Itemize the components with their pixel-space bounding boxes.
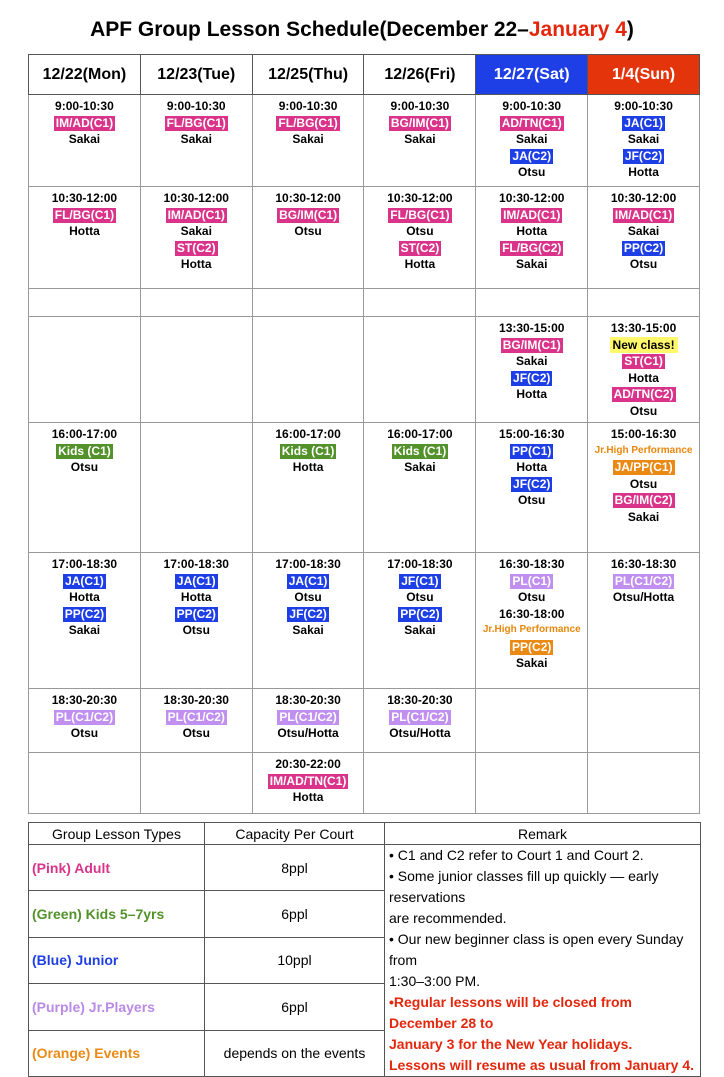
- teacher-name: Sakai: [68, 623, 101, 637]
- remark-line: • C1 and C2 refer to Court 1 and Court 2.: [389, 847, 644, 863]
- schedule-cell: [252, 95, 364, 187]
- lesson-time: 13:30-15:00: [610, 321, 677, 335]
- teacher-name: Otsu: [70, 460, 99, 474]
- teacher-name: Sakai: [68, 132, 101, 146]
- remark-line: • Some junior classes fill up quickly — early reservations: [389, 868, 659, 905]
- lesson-class-badge: JA(C1): [65, 573, 104, 588]
- legend-remarks: [385, 845, 701, 1077]
- schedule-cell: [476, 753, 588, 814]
- schedule-cell: [29, 423, 141, 553]
- lesson-class-badge: JA/PP(C1): [614, 460, 673, 474]
- lesson-time: 18:30-20:30: [387, 693, 453, 707]
- schedule-cell: [364, 553, 476, 689]
- schedule-row: [29, 317, 700, 423]
- teacher-name: Otsu/Hotta: [389, 726, 451, 740]
- lesson-class-badge: FL/BG(C1): [166, 115, 226, 130]
- schedule-cell: [252, 553, 364, 689]
- teacher-name: Otsu: [518, 165, 546, 179]
- schedule-cell: [476, 689, 588, 753]
- teacher-name: Hotta: [628, 165, 659, 179]
- legend-capacity-events: depends on the events: [205, 1030, 385, 1076]
- schedule-cell: [364, 423, 476, 553]
- schedule-cell: [140, 689, 252, 753]
- schedule-cell: [140, 753, 252, 814]
- legend-type-events: (Orange) Events: [29, 1030, 205, 1076]
- teacher-name: Otsu: [518, 493, 546, 507]
- teacher-name: Hotta: [516, 387, 548, 401]
- schedule-cell: [364, 317, 476, 423]
- lesson-class-badge: IM/AD(C1): [503, 207, 561, 222]
- schedule-row: [29, 689, 700, 753]
- lesson-time: 16:00-17:00: [275, 427, 341, 441]
- lesson-class-badge: JF(C2): [513, 476, 551, 491]
- schedule-cell: [252, 423, 364, 553]
- schedule-body: [29, 95, 700, 814]
- schedule-cell: [29, 689, 141, 753]
- lesson-time: 16:30-18:30: [610, 557, 677, 571]
- lesson-class-badge: PP(C2): [64, 606, 105, 621]
- lesson-class-badge: Kids (C1): [58, 443, 111, 458]
- lesson-class-badge: ST(C2): [400, 240, 440, 255]
- lesson-class-badge: PL(C1/C2): [614, 573, 673, 588]
- legend-header-capacity: Capacity Per Court: [205, 823, 385, 845]
- event-note: Jr.High Performance: [482, 624, 581, 635]
- lesson-class-badge: PL(C1/C2): [167, 709, 225, 724]
- schedule-cell: [29, 289, 141, 317]
- lesson-class-badge: JF(C2): [624, 148, 663, 163]
- lesson-class-badge: PP(C2): [512, 639, 552, 654]
- lesson-time: 9:00-10:30: [614, 99, 673, 113]
- schedule-cell: [588, 553, 700, 689]
- lesson-class-badge: Kids (C1): [393, 443, 447, 458]
- lesson-time: 18:30-20:30: [275, 693, 341, 707]
- lesson-time: 10:30-12:00: [275, 191, 341, 205]
- teacher-name: Hotta: [69, 224, 100, 238]
- schedule-cell: [364, 187, 476, 289]
- schedule-cell: [588, 187, 700, 289]
- teacher-name: Hotta: [404, 257, 436, 271]
- lesson-class-badge: IM/AD(C1): [55, 115, 114, 130]
- schedule-cell: [252, 289, 364, 317]
- schedule-cell: [476, 423, 588, 553]
- teacher-name: Sakai: [627, 132, 660, 146]
- day-header-row: [29, 55, 700, 95]
- lesson-time: 10:30-12:00: [499, 191, 565, 205]
- remark-line: 1:30–3:00 PM.: [389, 973, 481, 989]
- lesson-class-badge: AD/TN(C2): [613, 387, 674, 401]
- teacher-name: Otsu: [629, 476, 658, 491]
- lesson-class-badge: ST(C2): [176, 240, 216, 255]
- lesson-class-badge: PP(C2): [176, 606, 216, 621]
- schedule-cell: [140, 317, 252, 423]
- lesson-time: 9:00-10:30: [390, 99, 450, 113]
- teacher-name: Otsu: [294, 224, 322, 238]
- teacher-name: Otsu: [406, 590, 434, 604]
- lesson-time: 17:00-18:30: [51, 557, 118, 571]
- lesson-class-badge: JF(C2): [289, 606, 327, 621]
- teacher-name: Otsu: [406, 224, 434, 238]
- schedule-row: [29, 187, 700, 289]
- teacher-name: Otsu: [70, 726, 99, 740]
- lesson-class-badge: BG/IM(C1): [390, 115, 449, 130]
- lesson-time: 10:30-12:00: [163, 191, 229, 205]
- schedule-cell: [588, 95, 700, 187]
- legend-capacity-junior: 10ppl: [205, 937, 385, 983]
- lesson-time: 10:30-12:00: [387, 191, 453, 205]
- teacher-name: Sakai: [627, 509, 660, 524]
- lesson-class-badge: Kids (C1): [281, 443, 335, 458]
- schedule-cell: [29, 95, 141, 187]
- teacher-name: Sakai: [516, 132, 548, 146]
- schedule-cell: [29, 553, 141, 689]
- legend-type-kids: (Green) Kids 5–7yrs: [29, 891, 205, 937]
- schedule-cell: [588, 689, 700, 753]
- teacher-name: Otsu: [182, 726, 210, 740]
- teacher-name: Otsu: [518, 590, 546, 604]
- schedule-cell: [140, 553, 252, 689]
- lesson-class-badge: ST(C1): [624, 354, 663, 368]
- lesson-time: 16:30-18:00: [499, 606, 565, 621]
- lesson-time: 9:00-10:30: [278, 99, 338, 113]
- teacher-name: Hotta: [628, 370, 659, 385]
- day-header-mon: 12/22(Mon): [29, 55, 141, 95]
- schedule-cell: [252, 317, 364, 423]
- teacher-name: Sakai: [292, 623, 324, 637]
- lesson-time: 17:00-18:30: [275, 557, 341, 571]
- lesson-class-badge: IM/AD(C1): [614, 207, 673, 222]
- lesson-class-badge: JA(C2): [512, 148, 552, 163]
- legend-type-adult: (Pink) Adult: [29, 845, 205, 891]
- lesson-time: 10:30-12:00: [610, 191, 677, 205]
- lesson-time: 20:30-22:00: [275, 757, 341, 771]
- schedule-cell: [364, 95, 476, 187]
- lesson-time: 16:00-17:00: [51, 427, 118, 441]
- schedule-cell: [588, 289, 700, 317]
- day-header-sat: 12/27(Sat): [476, 55, 588, 95]
- remark-line: • Our new beginner class is open every Sunday from: [389, 931, 684, 968]
- lesson-class-badge: PL(C1): [512, 573, 552, 588]
- lesson-class-badge: BG/IM(C1): [502, 337, 561, 352]
- schedule-cell: [588, 753, 700, 814]
- remark-line: are recommended.: [389, 910, 507, 926]
- lesson-class-badge: BG/IM(C2): [614, 493, 673, 507]
- remark-closure-line: •Regular lessons will be closed from December 28 to: [389, 994, 632, 1031]
- teacher-name: Sakai: [180, 132, 212, 146]
- page-title: [0, 18, 724, 42]
- lesson-time: 18:30-20:30: [51, 693, 118, 707]
- title-highlight: January 4: [528, 18, 627, 41]
- legend-type-jr-players: (Purple) Jr.Players: [29, 984, 205, 1030]
- event-note: Jr.High Performance: [594, 444, 693, 456]
- lesson-class-badge: FL/BG(C1): [390, 207, 450, 222]
- schedule-cell: [252, 753, 364, 814]
- schedule-row: [29, 423, 700, 553]
- schedule-cell: [588, 423, 700, 553]
- legend-capacity-jr-players: 6ppl: [205, 984, 385, 1030]
- lesson-time: 9:00-10:30: [55, 99, 114, 113]
- schedule-cell: [476, 317, 588, 423]
- teacher-name: Sakai: [404, 132, 436, 146]
- schedule-cell: [140, 289, 252, 317]
- lesson-class-badge: PL(C1/C2): [55, 709, 114, 724]
- legend-type-junior: (Blue) Junior: [29, 937, 205, 983]
- lesson-time: 18:30-20:30: [163, 693, 229, 707]
- lesson-class-badge: AD/TN(C1): [501, 115, 562, 130]
- lesson-class-badge: FL/BG(C1): [54, 207, 115, 222]
- lesson-class-badge: IM/AD(C1): [167, 207, 225, 222]
- schedule-cell: [29, 187, 141, 289]
- teacher-name: Hotta: [180, 590, 212, 604]
- lesson-class-badge: FL/BG(C1): [278, 115, 338, 130]
- schedule-cell: [29, 317, 141, 423]
- lesson-class-badge: JA(C1): [176, 573, 216, 588]
- teacher-name: Hotta: [69, 590, 100, 604]
- schedule-cell: [140, 423, 252, 553]
- schedule-row: [29, 753, 700, 814]
- teacher-name: Sakai: [516, 656, 548, 670]
- lesson-class-badge: PP(C1): [512, 443, 552, 458]
- title-end: ): [626, 18, 634, 41]
- day-header-fri: 12/26(Fri): [364, 55, 476, 95]
- legend-table: [28, 822, 701, 1077]
- lesson-time: 17:00-18:30: [387, 557, 453, 571]
- lesson-class-badge: PL(C1/C2): [391, 709, 449, 724]
- schedule-cell: [364, 689, 476, 753]
- teacher-name: Otsu/Hotta: [277, 726, 339, 740]
- new-class-badge: New class!: [610, 337, 678, 354]
- schedule-cell: [364, 753, 476, 814]
- lesson-class-badge: IM/AD/TN(C1): [269, 773, 347, 788]
- teacher-name: Sakai: [516, 257, 548, 271]
- lesson-class-badge: PP(C2): [623, 240, 664, 255]
- schedule-cell: [476, 289, 588, 317]
- lesson-time: 17:00-18:30: [163, 557, 229, 571]
- schedule-cell: [252, 187, 364, 289]
- day-header-tue: 12/23(Tue): [140, 55, 252, 95]
- lesson-class-badge: BG/IM(C1): [279, 207, 338, 222]
- legend-header-types: Group Lesson Types: [29, 823, 205, 845]
- legend-capacity-kids: 6ppl: [205, 891, 385, 937]
- teacher-name: Hotta: [180, 257, 212, 271]
- schedule-cell: [140, 187, 252, 289]
- lesson-class-badge: JA(C1): [288, 573, 328, 588]
- lesson-time: 16:30-18:30: [499, 557, 565, 571]
- teacher-name: Sakai: [627, 224, 660, 238]
- lesson-time: 10:30-12:00: [51, 191, 118, 205]
- lesson-class-badge: JF(C1): [401, 573, 439, 588]
- lesson-class-badge: JF(C2): [513, 370, 551, 385]
- lesson-class-badge: FL/BG(C2): [502, 240, 562, 255]
- teacher-name: Hotta: [516, 460, 548, 474]
- remark-closure-line: Lessons will resume as usual from January 4.: [389, 1057, 695, 1073]
- legend-header-remark: Remark: [385, 823, 701, 845]
- lesson-time: 9:00-10:30: [166, 99, 226, 113]
- teacher-name: Otsu: [182, 623, 210, 637]
- schedule-cell: [29, 753, 141, 814]
- schedule-row: [29, 553, 700, 689]
- remark-closure-line: January 3 for the New Year holidays.: [389, 1036, 633, 1052]
- teacher-name: Otsu: [629, 403, 658, 418]
- schedule-cell: [476, 187, 588, 289]
- teacher-name: Hotta: [516, 224, 548, 238]
- lesson-time: 13:30-15:00: [499, 321, 565, 335]
- schedule-cell: [252, 689, 364, 753]
- lesson-class-badge: PL(C1/C2): [279, 709, 337, 724]
- day-header-thu: 12/25(Thu): [252, 55, 364, 95]
- title-main: APF Group Lesson Schedule(December 22–: [90, 18, 529, 41]
- lesson-class-badge: JA(C1): [624, 115, 663, 130]
- teacher-name: Sakai: [516, 354, 548, 368]
- schedule-table: [28, 54, 700, 814]
- schedule-cell: [476, 553, 588, 689]
- teacher-name: Hotta: [292, 790, 324, 804]
- teacher-name: Otsu: [629, 257, 658, 271]
- lesson-time: 16:00-17:00: [387, 427, 453, 441]
- schedule-row: [29, 95, 700, 187]
- teacher-name: Sakai: [404, 460, 436, 474]
- day-header-sun: 1/4(Sun): [588, 55, 700, 95]
- teacher-name: Sakai: [292, 132, 324, 146]
- schedule-cell: [588, 317, 700, 423]
- schedule-cell: [364, 289, 476, 317]
- teacher-name: Hotta: [292, 460, 324, 474]
- teacher-name: Sakai: [180, 224, 212, 238]
- schedule-cell: [476, 95, 588, 187]
- lesson-time: 15:00-16:30: [610, 427, 677, 441]
- lesson-class-badge: PP(C2): [400, 606, 440, 621]
- teacher-name: Otsu/Hotta: [612, 590, 675, 604]
- teacher-name: Otsu: [294, 590, 322, 604]
- legend-capacity-adult: 8ppl: [205, 845, 385, 891]
- lesson-time: 9:00-10:30: [502, 99, 562, 113]
- schedule-row: [29, 289, 700, 317]
- schedule-cell: [140, 95, 252, 187]
- teacher-name: Sakai: [404, 623, 436, 637]
- lesson-time: 15:00-16:30: [499, 427, 565, 441]
